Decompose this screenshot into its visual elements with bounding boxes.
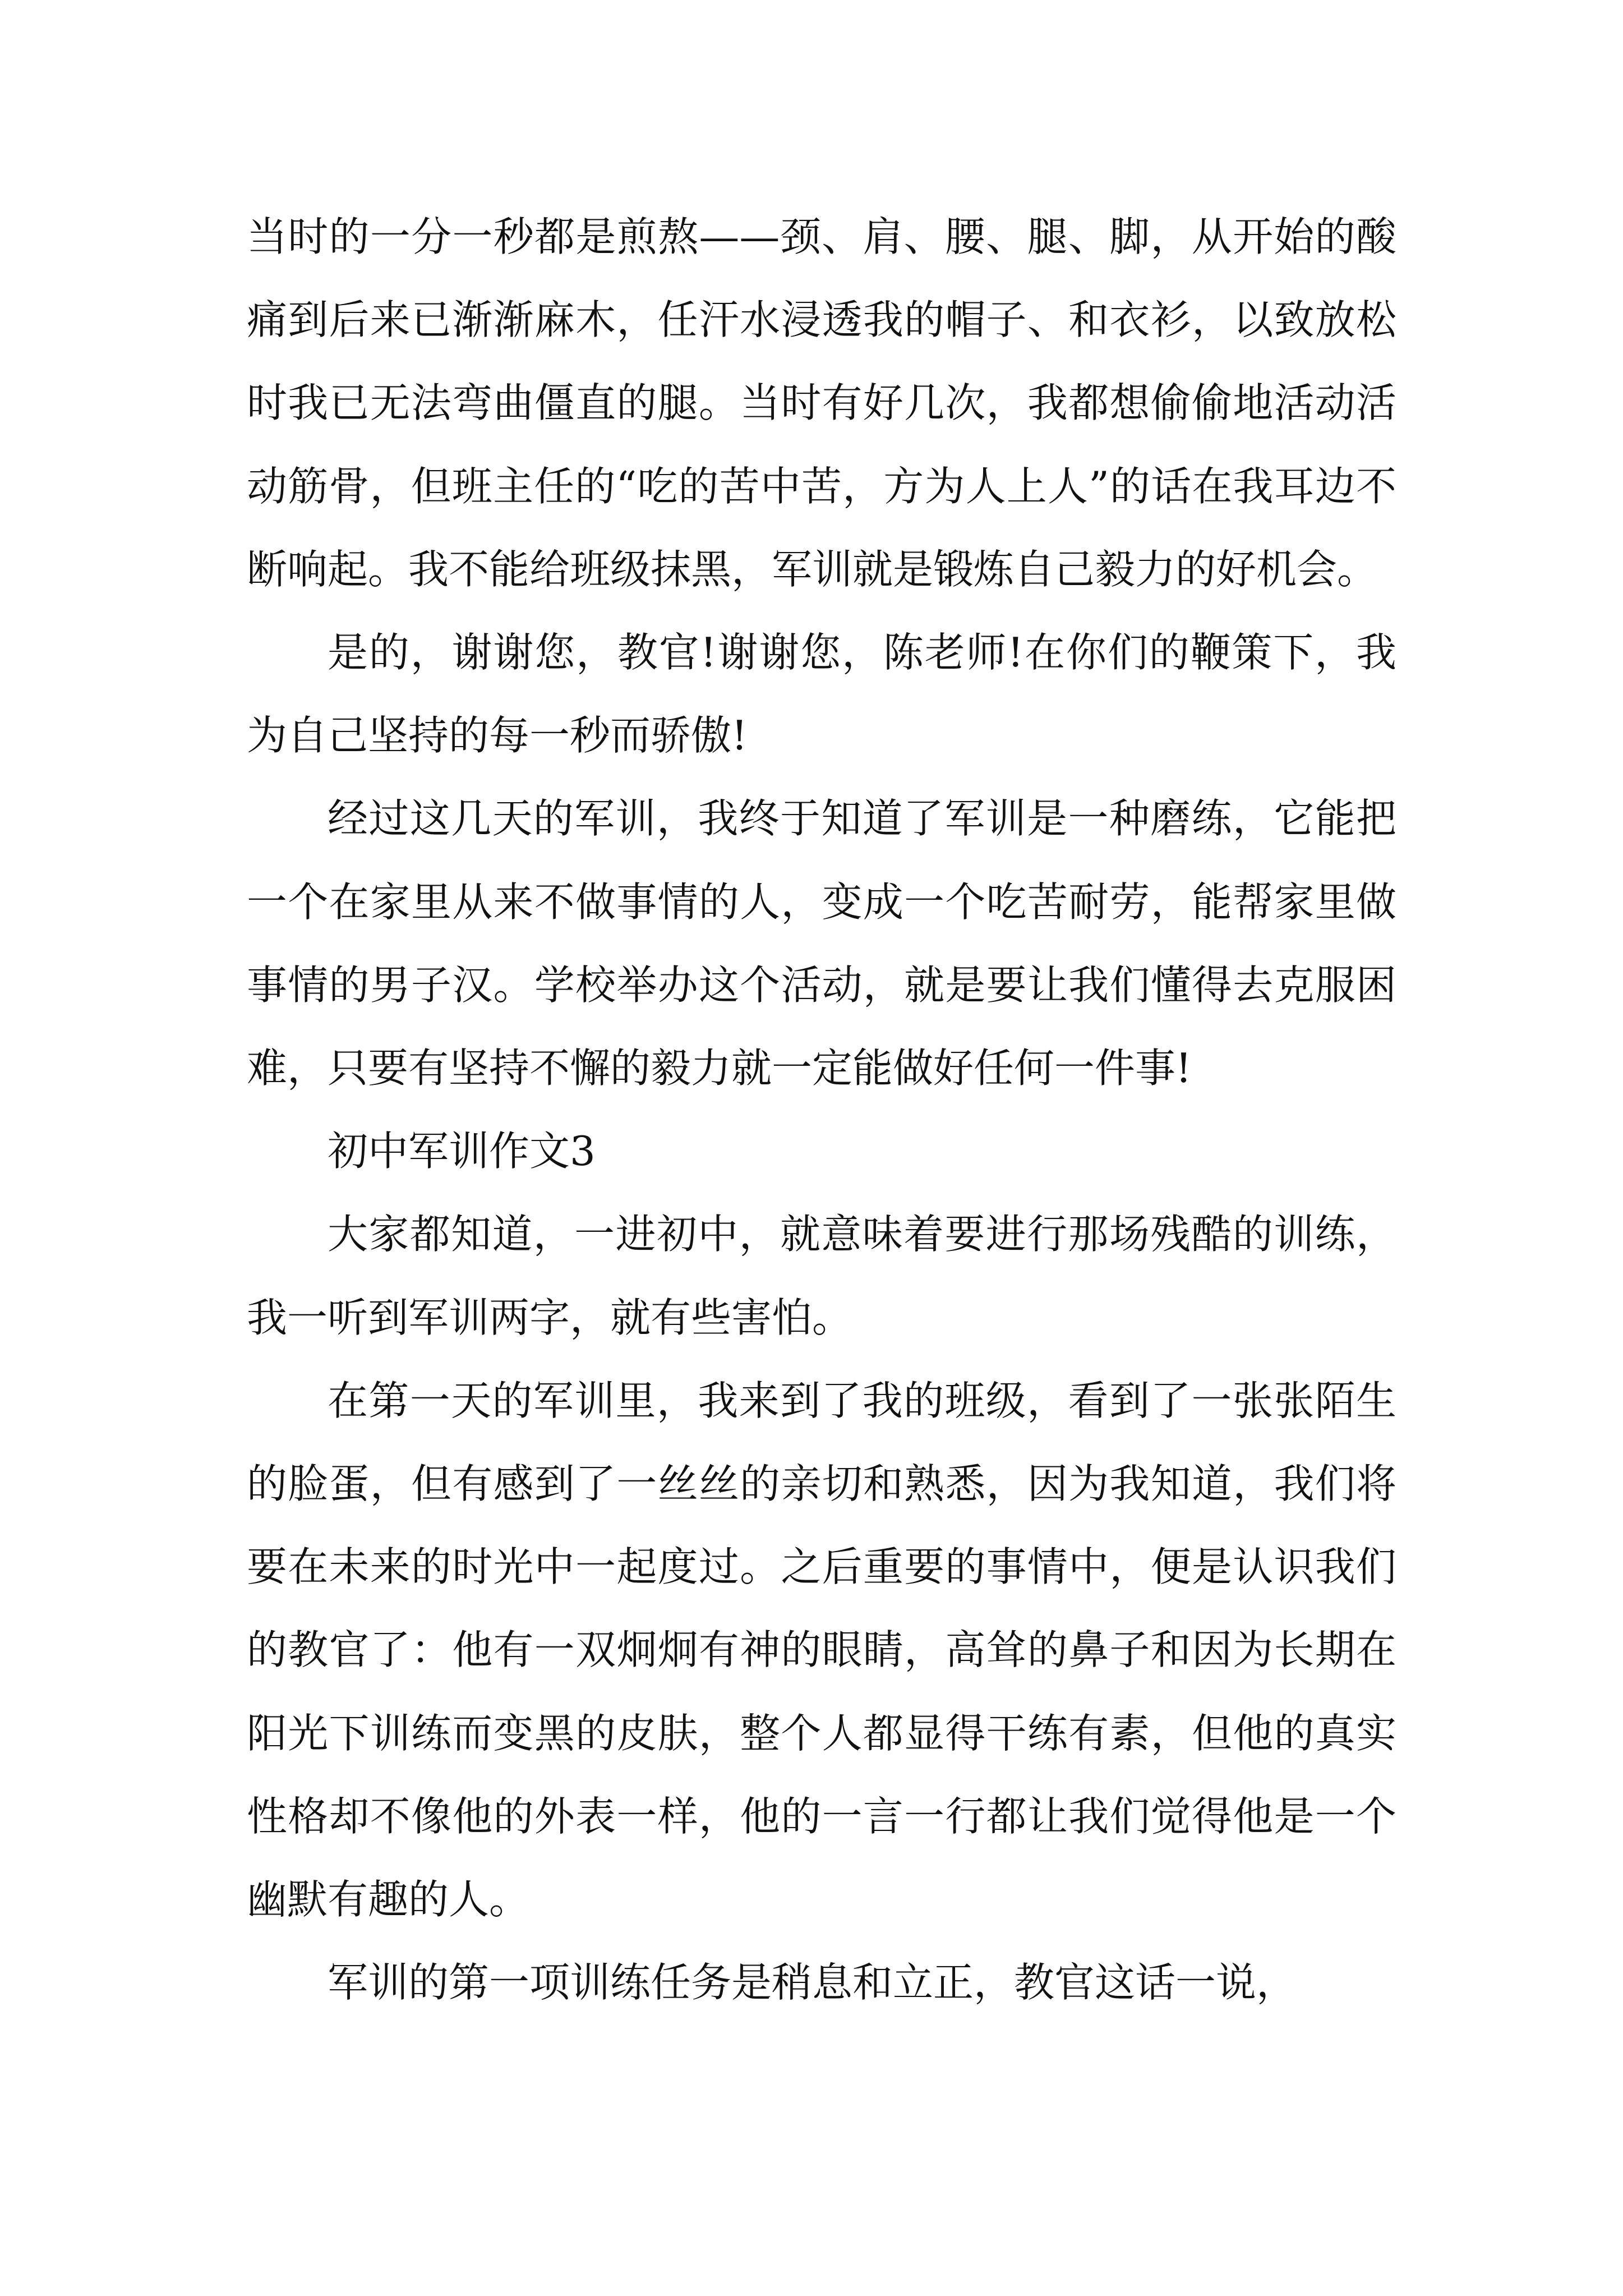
paragraph: 是的，谢谢您，教官!谢谢您，陈老师!在你们的鞭策下，我为自己坚持的每一秒而骄傲! xyxy=(247,629,1396,760)
paragraph: 军训的第一项训练任务是稍息和立正，教官这话一说， xyxy=(328,1959,1297,2007)
document-body xyxy=(247,195,1396,2024)
paragraph: 大家都知道，一进初中，就意味着要进行那场残酷的训练，我一听到军训两字，就有些害怕。 xyxy=(247,1211,1396,1341)
paragraph: 当时的一分一秒都是煎熬——颈、肩、腰、腿、脚，从开始的酸痛到后来已渐渐麻木，任汗水浸透我的帽子、和衣衫，以致放松时我已无法弯曲僵直的腿。当时有好几次，我都想偷偷地活动活动筋骨，但班主任的“吃的苦中苦，方为人上人”的话在我耳边不断响起。我不能给班级抹黑，军训就是锻炼自己毅力的好机会。 xyxy=(247,213,1396,593)
paragraph: 经过这几天的军训，我终于知道了军训是一种磨练，它能把一个在家里从来不做事情的人，变成一个吃苦耐劳，能帮家里做事情的男子汉。学校举办这个活动，就是要让我们懂得去克服困难，只要有坚持不懈的毅力就一定能做好任何一件事! xyxy=(247,795,1396,1092)
section-heading: 初中军训作文3 xyxy=(328,1128,596,1175)
paragraph: 在第一天的军训里，我来到了我的班级，看到了一张张陌生的脸蛋，但有感到了一丝丝的亲切和熟悉，因为我知道，我们将要在未来的时光中一起度过。之后重要的事情中，便是认识我们的教官了：他有一双炯炯有神的眼睛，高耸的鼻子和因为长期在阳光下训练而变黑的皮肤，整个人都显得干练有素，但他的真实性格却不像他的外表一样，他的一言一行都让我们觉得他是一个幽默有趣的人。 xyxy=(247,1377,1396,1924)
